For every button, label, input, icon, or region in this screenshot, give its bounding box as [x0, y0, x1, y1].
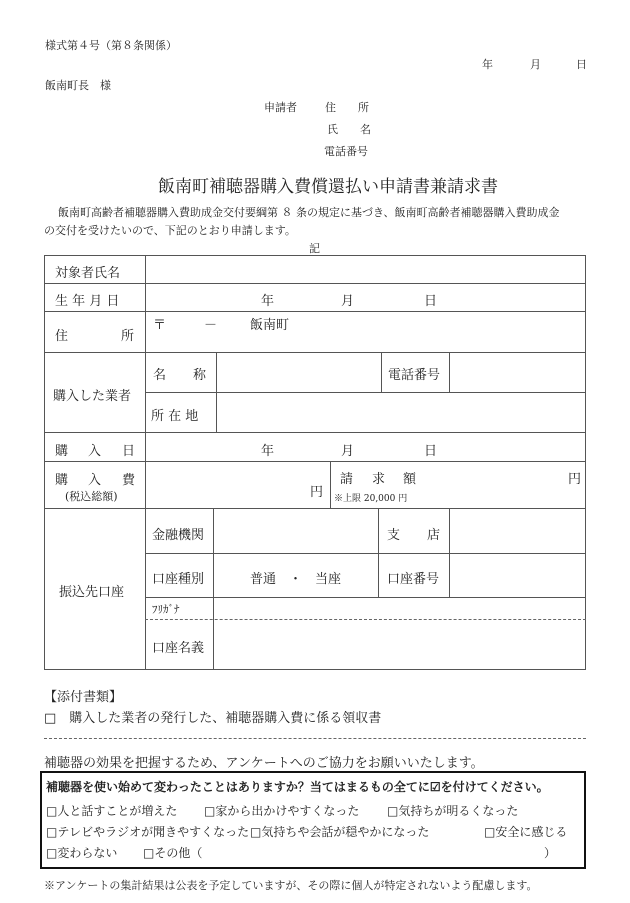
- option-go-out[interactable]: □家から出かけやすくなった: [204, 804, 360, 818]
- purchase-year: 年: [261, 444, 275, 459]
- birth-day: 日: [424, 294, 438, 309]
- postal-dash: －: [204, 318, 218, 333]
- option-tv-radio[interactable]: □テレビやラジオが聞きやすくなった: [46, 825, 250, 839]
- label-cost-a: 購: [55, 473, 69, 488]
- option-talk-more[interactable]: □人と話すことが増えた: [46, 804, 178, 818]
- label-cost-b: 入: [88, 473, 102, 488]
- label-vendor: 購入した業者: [53, 389, 132, 404]
- ki-mark: 記: [309, 242, 320, 255]
- cost-yen: 円: [310, 485, 324, 500]
- option-feel-safe[interactable]: □安全に感じる: [484, 825, 568, 839]
- label-vendor-location: 所 在 地: [151, 409, 199, 424]
- survey-intro: 補聴器の効果を把握するため、アンケートへのご協力をお願いいたします。: [44, 756, 484, 771]
- label-purchase-date-c: 日: [122, 444, 136, 459]
- postal-mark: 〒: [153, 318, 167, 333]
- birth-month: 月: [341, 294, 355, 309]
- claim-limit-note: ※上限 20,000 円: [334, 494, 408, 504]
- date-year: 年: [482, 58, 493, 71]
- applicant-label: 申請者: [264, 101, 297, 114]
- label-branch-b: 店: [427, 528, 441, 543]
- label-account-number: 口座番号: [387, 572, 440, 587]
- intro-line-2: の交付を受けたいので、下記のとおり申請します。: [44, 224, 296, 237]
- label-vendor-name-a: 名: [153, 368, 167, 383]
- label-claim-b: 求: [372, 472, 386, 487]
- attachments-heading: 【添付書類】: [44, 690, 123, 705]
- date-day: 日: [576, 58, 587, 71]
- option-other-close: ）: [544, 846, 557, 860]
- label-address-b: 所: [121, 329, 135, 344]
- label-bank: 金融機関: [152, 528, 205, 543]
- label-claim-a: 請: [340, 472, 354, 487]
- divider: [44, 738, 586, 739]
- label-bank-account: 振込先口座: [59, 585, 125, 600]
- option-brighter-mood[interactable]: □気持ちが明るくなった: [387, 804, 519, 818]
- date-month: 月: [530, 58, 541, 71]
- label-cost-c: 費: [122, 473, 136, 488]
- birth-year: 年: [261, 294, 275, 309]
- account-type-options: 普通 ・ 当座: [250, 572, 342, 587]
- applicant-phone: 電話番号: [324, 145, 368, 158]
- town-name: 飯南町: [250, 318, 290, 333]
- label-claim-c: 額: [403, 472, 417, 487]
- label-birthdate: 生 年 月 日: [55, 294, 120, 309]
- claim-yen: 円: [568, 472, 582, 487]
- purchase-day: 日: [424, 444, 438, 459]
- addressee: 飯南町長 様: [45, 79, 111, 92]
- page-title: 飯南町補聴器購入費償還払い申請書兼請求書: [158, 177, 498, 197]
- label-purchase-date-a: 購: [55, 444, 69, 459]
- label-vendor-phone: 電話番号: [388, 368, 441, 383]
- form-number: 様式第４号（第８条関係）: [45, 39, 177, 52]
- applicant-address: 住 所: [325, 101, 369, 114]
- label-account-holder: 口座名義: [152, 641, 205, 656]
- applicant-name: 氏 名: [327, 123, 371, 136]
- label-branch-a: 支: [387, 528, 401, 543]
- attachment-item: □ 購入した業者の発行した、補聴器購入費に係る領収書: [44, 711, 382, 726]
- option-other[interactable]: □その他（: [143, 846, 203, 860]
- label-subject-name: 対象者氏名: [55, 266, 121, 281]
- intro-line-1: 飯南町高齢者補聴器購入費助成金交付要綱第 ８ 条の規定に基づき、飯南町高齢者補聴器購入費助成金: [58, 206, 560, 219]
- option-no-change[interactable]: □変わらない: [46, 846, 118, 860]
- purchase-month: 月: [341, 444, 355, 459]
- label-purchase-date-b: 入: [88, 444, 102, 459]
- footnote: ※アンケートの集計結果は公表を予定していますが、その際に個人が特定されないよう配慮します。: [44, 879, 538, 892]
- label-vendor-name-b: 称: [193, 368, 207, 383]
- label-cost-note: (税込総額): [65, 490, 118, 503]
- label-furigana: ﾌﾘｶﾞﾅ: [152, 603, 180, 616]
- option-calmer[interactable]: □気持ちや会話が穏やかになった: [250, 825, 430, 839]
- survey-question: 補聴器を使い始めて変わったことはありますか？当てはまるもの全てに☑を付けてください。: [46, 780, 549, 794]
- label-address-a: 住: [55, 329, 69, 344]
- label-account-type: 口座種別: [152, 572, 205, 587]
